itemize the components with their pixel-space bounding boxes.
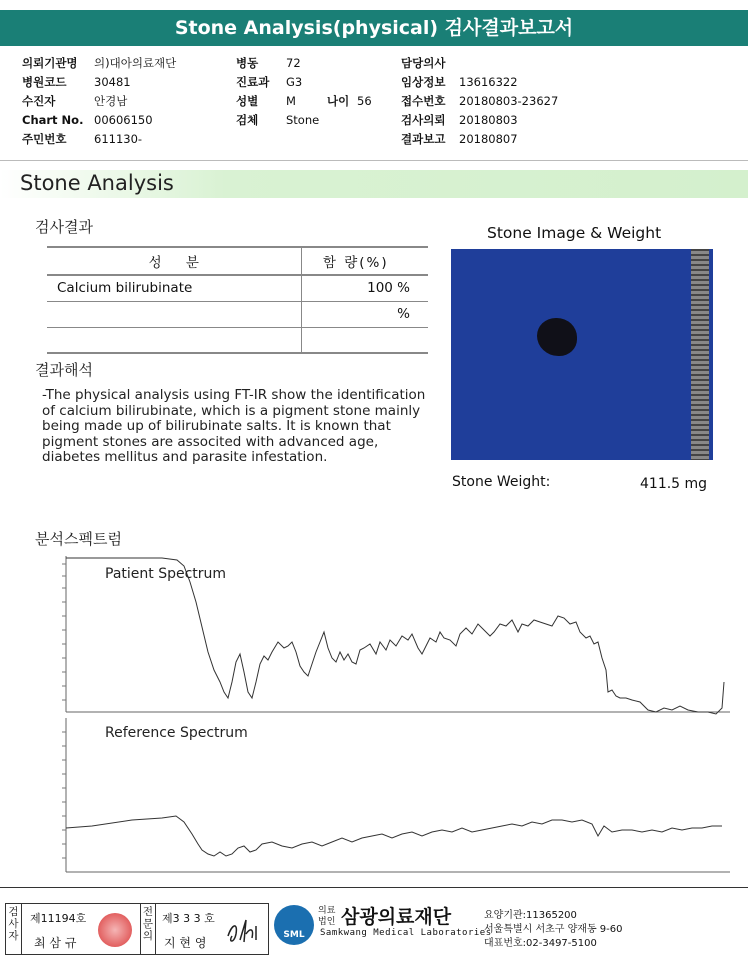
table-row bbox=[47, 301, 428, 327]
info-value: 72 bbox=[286, 56, 301, 70]
info-label: 의뢰기관명 bbox=[22, 56, 78, 70]
org-code: 요양기관:11365200 bbox=[484, 910, 577, 921]
info-value: 13616322 bbox=[459, 75, 518, 89]
divider bbox=[0, 160, 748, 161]
info-label: 담당의사 bbox=[401, 56, 446, 70]
org-phone: 대표번호:02-3497-5100 bbox=[484, 938, 597, 949]
patient-spectrum-label: Patient Spectrum bbox=[105, 566, 227, 582]
info-value: 20180807 bbox=[459, 132, 518, 146]
specialist-number: 제3 3 3 호 bbox=[162, 912, 215, 925]
info-label: 성별 bbox=[236, 94, 259, 108]
info-label: 병원코드 bbox=[22, 75, 67, 89]
info-label: 임상정보 bbox=[401, 75, 446, 89]
info-label: 검사의뢰 bbox=[401, 113, 446, 127]
age-value: 56 bbox=[357, 94, 372, 108]
tester-label: 검사자 bbox=[6, 904, 22, 954]
org-address: 서울특별시 서초구 양재동 9-60 bbox=[484, 924, 623, 935]
stone-image-title: Stone Image & Weight bbox=[487, 224, 662, 242]
sml-logo bbox=[274, 905, 314, 945]
info-value: 20180803 bbox=[459, 113, 518, 127]
info-label: 주민번호 bbox=[22, 132, 67, 146]
table-row bbox=[47, 327, 428, 353]
info-label: 병동 bbox=[236, 56, 259, 70]
stone-weight-value: 411.5 mg bbox=[640, 476, 708, 492]
tester-seal bbox=[98, 913, 132, 947]
info-label: Chart No. bbox=[22, 113, 84, 127]
patient-info-col2 bbox=[236, 56, 372, 132]
org-prefix: 의료법인 bbox=[318, 906, 336, 927]
tester-name: 최 삼 규 bbox=[34, 936, 77, 950]
stone-photo bbox=[451, 249, 713, 460]
ruler-scale bbox=[691, 249, 709, 460]
component-cell bbox=[47, 327, 301, 353]
info-value: Stone bbox=[286, 113, 320, 127]
info-label: 진료과 bbox=[236, 75, 270, 89]
column-header-content: 함 량(%) bbox=[301, 247, 428, 275]
info-value: 611130- bbox=[94, 132, 143, 146]
info-label: 검체 bbox=[236, 113, 259, 127]
info-label: 결과보고 bbox=[401, 132, 446, 146]
reference-spectrum-label: Reference Spectrum bbox=[105, 725, 248, 741]
stone-specimen bbox=[537, 318, 577, 356]
stone-weight-label: Stone Weight: bbox=[452, 474, 551, 490]
age-label: 나이 bbox=[327, 94, 350, 108]
info-label: 수진자 bbox=[22, 94, 56, 108]
org-name: 삼광의료재단 bbox=[341, 906, 452, 928]
content-cell bbox=[301, 327, 428, 353]
section-title: Stone Analysis bbox=[20, 171, 174, 195]
specialist-name: 지 현 영 bbox=[164, 936, 207, 950]
info-value: 20180803-23627 bbox=[459, 94, 559, 108]
info-value: M bbox=[286, 94, 296, 108]
report-title: Stone Analysis(physical) 검사결과보고서 bbox=[0, 10, 748, 46]
component-cell bbox=[47, 301, 301, 327]
info-value: 30481 bbox=[94, 75, 131, 89]
content-cell: 100 % bbox=[301, 275, 428, 301]
interpretation-heading: 결과해석 bbox=[35, 361, 93, 379]
info-value: 안경남 bbox=[94, 94, 128, 108]
table-header-row bbox=[47, 247, 428, 275]
component-cell: Calcium bilirubinate bbox=[47, 275, 301, 301]
signature-box bbox=[5, 903, 269, 955]
patient-info-col1 bbox=[22, 56, 176, 151]
content-cell: % bbox=[301, 301, 428, 327]
specialist-signature bbox=[224, 914, 264, 948]
spectrum-heading: 분석스펙트럼 bbox=[35, 530, 122, 548]
info-label: 접수번호 bbox=[401, 94, 446, 108]
org-english-name: Samkwang Medical Laboratories bbox=[320, 928, 492, 938]
tester-number: 제11194호 bbox=[30, 912, 87, 925]
info-value: 00606150 bbox=[94, 113, 153, 127]
info-value: 의)대아의료재단 bbox=[94, 56, 177, 70]
info-value: G3 bbox=[286, 75, 303, 89]
footer-divider bbox=[0, 887, 748, 888]
interpretation-text: -The physical analysis using FT-IR show the identification of calcium bilirubinate, which is a pigment stone mainly being made up of bilirubinate salts. It is known that pigment stones are associted with advanced age, diabetes mellitus and parasite infestation. bbox=[42, 387, 426, 465]
logo-text: SML bbox=[283, 930, 305, 940]
specialist-label: 전문의 bbox=[140, 904, 156, 954]
table-row bbox=[47, 275, 428, 301]
patient-info-col3 bbox=[401, 56, 558, 151]
column-header-component: 성 분 bbox=[47, 247, 301, 275]
result-table bbox=[47, 246, 428, 354]
result-heading: 검사결과 bbox=[35, 218, 93, 236]
